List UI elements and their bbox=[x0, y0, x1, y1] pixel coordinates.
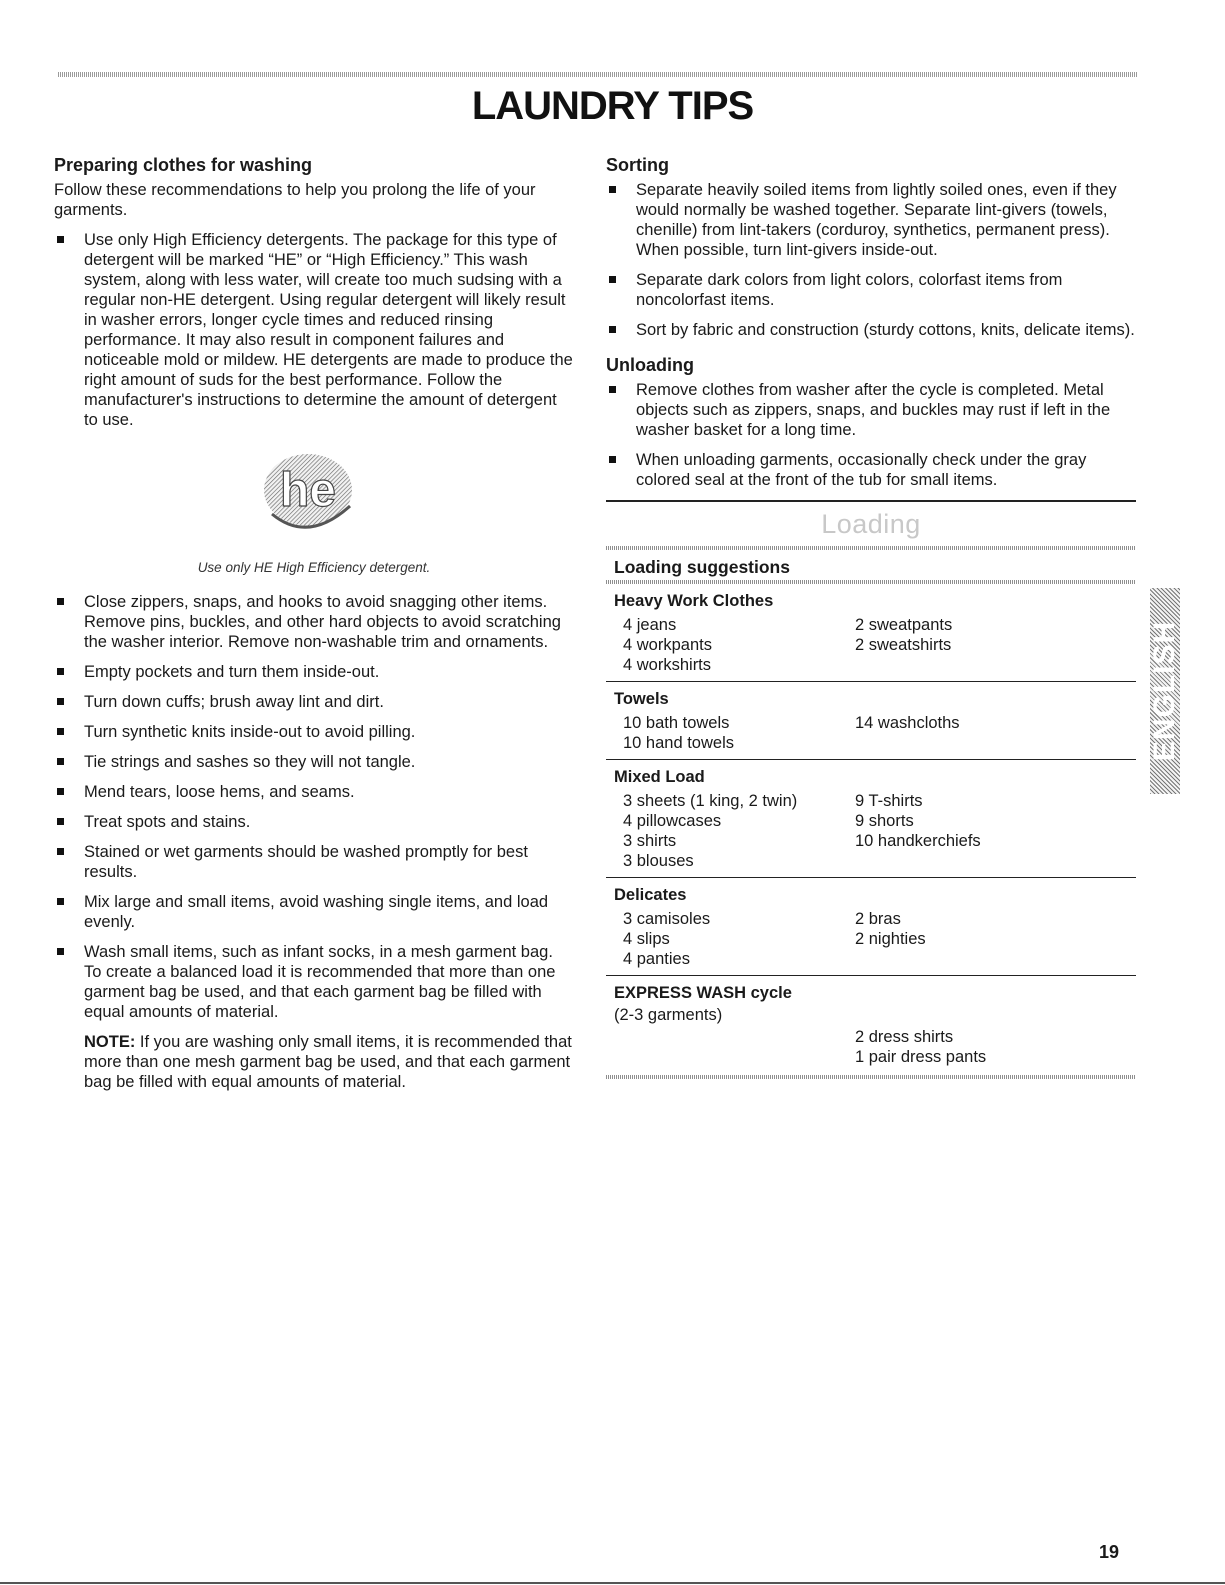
bullet-text: Mix large and small items, avoid washing single items, and load evenly. bbox=[84, 893, 549, 931]
page-title: LAUNDRY TIPS bbox=[471, 84, 754, 128]
bullet-text: When unloading garments, occasionally check under the gray colored seal at the front of the tub for small items. bbox=[636, 451, 1087, 489]
preparing-bullet-list bbox=[54, 592, 574, 1022]
load-item-right: 14 washcloths bbox=[855, 714, 960, 732]
bullet-square-icon bbox=[57, 728, 64, 735]
load-section-title: Heavy Work Clothes bbox=[614, 592, 774, 610]
load-row bbox=[614, 791, 1136, 811]
bullet-text: Remove clothes from washer after the cycle is completed. Metal objects such as zippers, snaps, and buckles may rust if left in the washer basket for a long time. bbox=[636, 381, 1111, 439]
loading-suggestions-heading: Loading suggestions bbox=[614, 557, 790, 577]
load-item-left: 4 workpants bbox=[623, 636, 712, 654]
express-wash-section bbox=[606, 975, 1136, 1073]
bullet-square-icon bbox=[57, 668, 64, 675]
page-number: 19 bbox=[1099, 1542, 1120, 1562]
bullet-text: Mend tears, loose hems, and seams. bbox=[84, 783, 355, 801]
list-item bbox=[54, 942, 574, 1022]
bullet-square-icon bbox=[57, 898, 64, 905]
load-item-left: 4 slips bbox=[623, 930, 670, 948]
load-item-right: 2 sweatpants bbox=[855, 616, 953, 634]
bullet-square-icon bbox=[57, 598, 64, 605]
bullet-text: Empty pockets and turn them inside-out. bbox=[84, 663, 380, 681]
load-item-right: 1 pair dress pants bbox=[855, 1048, 987, 1066]
load-item-right: 9 T-shirts bbox=[855, 792, 923, 810]
language-side-tab-label: ENGLISH bbox=[1148, 620, 1181, 762]
load-row bbox=[614, 909, 1136, 929]
load-section bbox=[606, 681, 1136, 759]
load-item-right bbox=[855, 733, 1136, 753]
note-label: NOTE: bbox=[84, 1033, 136, 1051]
express-wash-title: EXPRESS WASH cycle bbox=[614, 984, 792, 1002]
list-item bbox=[606, 180, 1136, 260]
load-item-left: 4 pillowcases bbox=[623, 812, 722, 830]
load-row bbox=[614, 733, 1136, 753]
logo-caption: Use only HE High Efficiency detergent. bbox=[197, 560, 431, 575]
bullet-square-icon bbox=[609, 276, 616, 283]
bullet-square-icon bbox=[57, 698, 64, 705]
he-logo-text: he bbox=[279, 464, 337, 517]
section-heading-preparing: Preparing clothes for washing bbox=[54, 155, 313, 175]
bullet-square-icon bbox=[609, 186, 616, 193]
load-item-right: 2 bras bbox=[855, 910, 901, 928]
left-column bbox=[54, 154, 574, 1092]
bullet-text: Turn down cuffs; brush away lint and dirt. bbox=[84, 693, 384, 711]
load-item-left: 4 workshirts bbox=[623, 656, 712, 674]
load-section-title: Delicates bbox=[614, 886, 687, 904]
load-row bbox=[614, 615, 1136, 635]
bullet-text: Separate heavily soiled items from lightly soiled ones, even if they would normally be washed together. Separate lint-givers (towels, chenille) from lint-takers (corduroy, synthetics, permanent press). When possible, turn lint-givers inside-out. bbox=[636, 181, 1117, 259]
load-section-title: Mixed Load bbox=[614, 768, 705, 786]
load-row bbox=[614, 1027, 1136, 1047]
top-rule bbox=[58, 72, 1138, 77]
bullet-text: Close zippers, snaps, and hooks to avoid snagging other items. Remove pins, buckles, and other hard objects to avoid scratching the washer interior. Remove non-washable trim and ornaments. bbox=[84, 593, 561, 651]
load-row bbox=[614, 949, 1136, 969]
load-item-left: 3 blouses bbox=[623, 852, 694, 870]
note-text: If you are washing only small items, it is recommended that more than one mesh garment bag be used, and that each garment bag be filled with equal amounts of material. bbox=[84, 1033, 572, 1091]
bullet-text: Stained or wet garments should be washed promptly for best results. bbox=[84, 843, 528, 881]
load-section bbox=[606, 877, 1136, 975]
bullet-square-icon bbox=[57, 236, 64, 243]
right-column bbox=[606, 154, 1136, 1079]
list-item bbox=[54, 752, 574, 772]
load-row bbox=[614, 851, 1136, 871]
load-item-left: 4 jeans bbox=[623, 616, 677, 634]
bullet-square-icon bbox=[57, 818, 64, 825]
bullet-text: Turn synthetic knits inside-out to avoid pilling. bbox=[84, 723, 416, 741]
list-item bbox=[54, 662, 574, 682]
load-item-right: 2 dress shirts bbox=[855, 1028, 954, 1046]
express-wash-rows bbox=[614, 1027, 1136, 1067]
list-item bbox=[606, 450, 1136, 490]
he-logo-icon bbox=[258, 448, 358, 536]
bullet-text: Separate dark colors from light colors, colorfast items from noncolorfast items. bbox=[636, 271, 1063, 309]
load-section bbox=[606, 759, 1136, 877]
load-item-right: 2 nighties bbox=[855, 930, 926, 948]
load-item-left bbox=[614, 1047, 855, 1067]
list-item bbox=[606, 270, 1136, 310]
bullet-text: Tie strings and sashes so they will not tangle. bbox=[84, 753, 416, 771]
load-item-left bbox=[614, 1027, 855, 1047]
bullet-square-icon bbox=[609, 326, 616, 333]
list-item bbox=[54, 812, 574, 832]
intro-text: Follow these recommendations to help you prolong the life of your garments. bbox=[54, 181, 536, 219]
load-item-right: 10 handkerchiefs bbox=[855, 832, 981, 850]
bullet-text: Sort by fabric and construction (sturdy cottons, knits, delicate items). bbox=[636, 321, 1135, 339]
loading-top-rule bbox=[606, 500, 1136, 502]
loading-title: Loading bbox=[821, 509, 921, 539]
list-item bbox=[54, 692, 574, 712]
express-wash-subtitle: (2-3 garments) bbox=[614, 1006, 723, 1024]
he-logo-area bbox=[54, 440, 574, 552]
load-item-left: 3 shirts bbox=[623, 832, 677, 850]
bullet-square-icon bbox=[609, 456, 616, 463]
list-item bbox=[54, 842, 574, 882]
load-item-left: 4 panties bbox=[623, 950, 690, 968]
he-bullet-list bbox=[54, 230, 574, 430]
load-item-left: 3 camisoles bbox=[623, 910, 711, 928]
note-paragraph bbox=[84, 1032, 574, 1092]
bullet-square-icon bbox=[57, 948, 64, 955]
load-item-right bbox=[855, 655, 1136, 675]
bullet-text: Wash small items, such as infant socks, in a mesh garment bag. To create a balanced load it is recommended that more than one garment bag be used, and that each garment bag be filled with equal amounts of material. bbox=[84, 943, 556, 1021]
load-row bbox=[614, 831, 1136, 851]
loading-sections bbox=[606, 584, 1136, 975]
list-item bbox=[606, 320, 1136, 340]
load-item-left: 10 bath towels bbox=[623, 714, 730, 732]
unloading-bullet-list bbox=[606, 380, 1136, 490]
list-item bbox=[54, 892, 574, 932]
bullet-square-icon bbox=[57, 848, 64, 855]
load-section bbox=[606, 584, 1136, 681]
list-item bbox=[54, 592, 574, 652]
section-heading-sorting: Sorting bbox=[606, 155, 669, 175]
load-row bbox=[614, 655, 1136, 675]
load-row bbox=[614, 713, 1136, 733]
load-row bbox=[614, 929, 1136, 949]
load-item-left: 3 sheets (1 king, 2 twin) bbox=[623, 792, 798, 810]
bullet-square-icon bbox=[609, 386, 616, 393]
sorting-bullet-list bbox=[606, 180, 1136, 340]
section-heading-unloading: Unloading bbox=[606, 355, 694, 375]
load-item-right: 2 sweatshirts bbox=[855, 636, 952, 654]
bottom-rule bbox=[0, 1582, 1225, 1584]
load-item-right bbox=[855, 851, 1136, 871]
load-item-right bbox=[855, 949, 1136, 969]
list-item bbox=[54, 722, 574, 742]
list-item bbox=[54, 782, 574, 802]
load-row bbox=[614, 1047, 1136, 1067]
loading-bottom-dotted-rule bbox=[606, 1075, 1136, 1079]
list-item bbox=[606, 380, 1136, 440]
bullet-square-icon bbox=[57, 788, 64, 795]
load-section-title: Towels bbox=[614, 690, 669, 708]
bullet-square-icon bbox=[57, 758, 64, 765]
load-item-left: 10 hand towels bbox=[623, 734, 734, 752]
bullet-text: Treat spots and stains. bbox=[84, 813, 251, 831]
load-row bbox=[614, 811, 1136, 831]
load-item-right: 9 shorts bbox=[855, 812, 914, 830]
load-row bbox=[614, 635, 1136, 655]
bullet-text: Use only High Efficiency detergents. The package for this type of detergent will be marked “HE” or “High Efficiency.” This wash system, along with less water, will create too much sudsing with a regular non-HE detergent. Using regular detergent will likely result in washer errors, longer cycle times and reduced rinsing performance. It may also result in component failures and noticeable mold or mildew. HE detergents are made to produce the right amount of suds for the best performance. Follow the manufacturer's instructions to determine the amount of detergent to use. bbox=[84, 231, 573, 429]
list-item bbox=[54, 230, 574, 430]
